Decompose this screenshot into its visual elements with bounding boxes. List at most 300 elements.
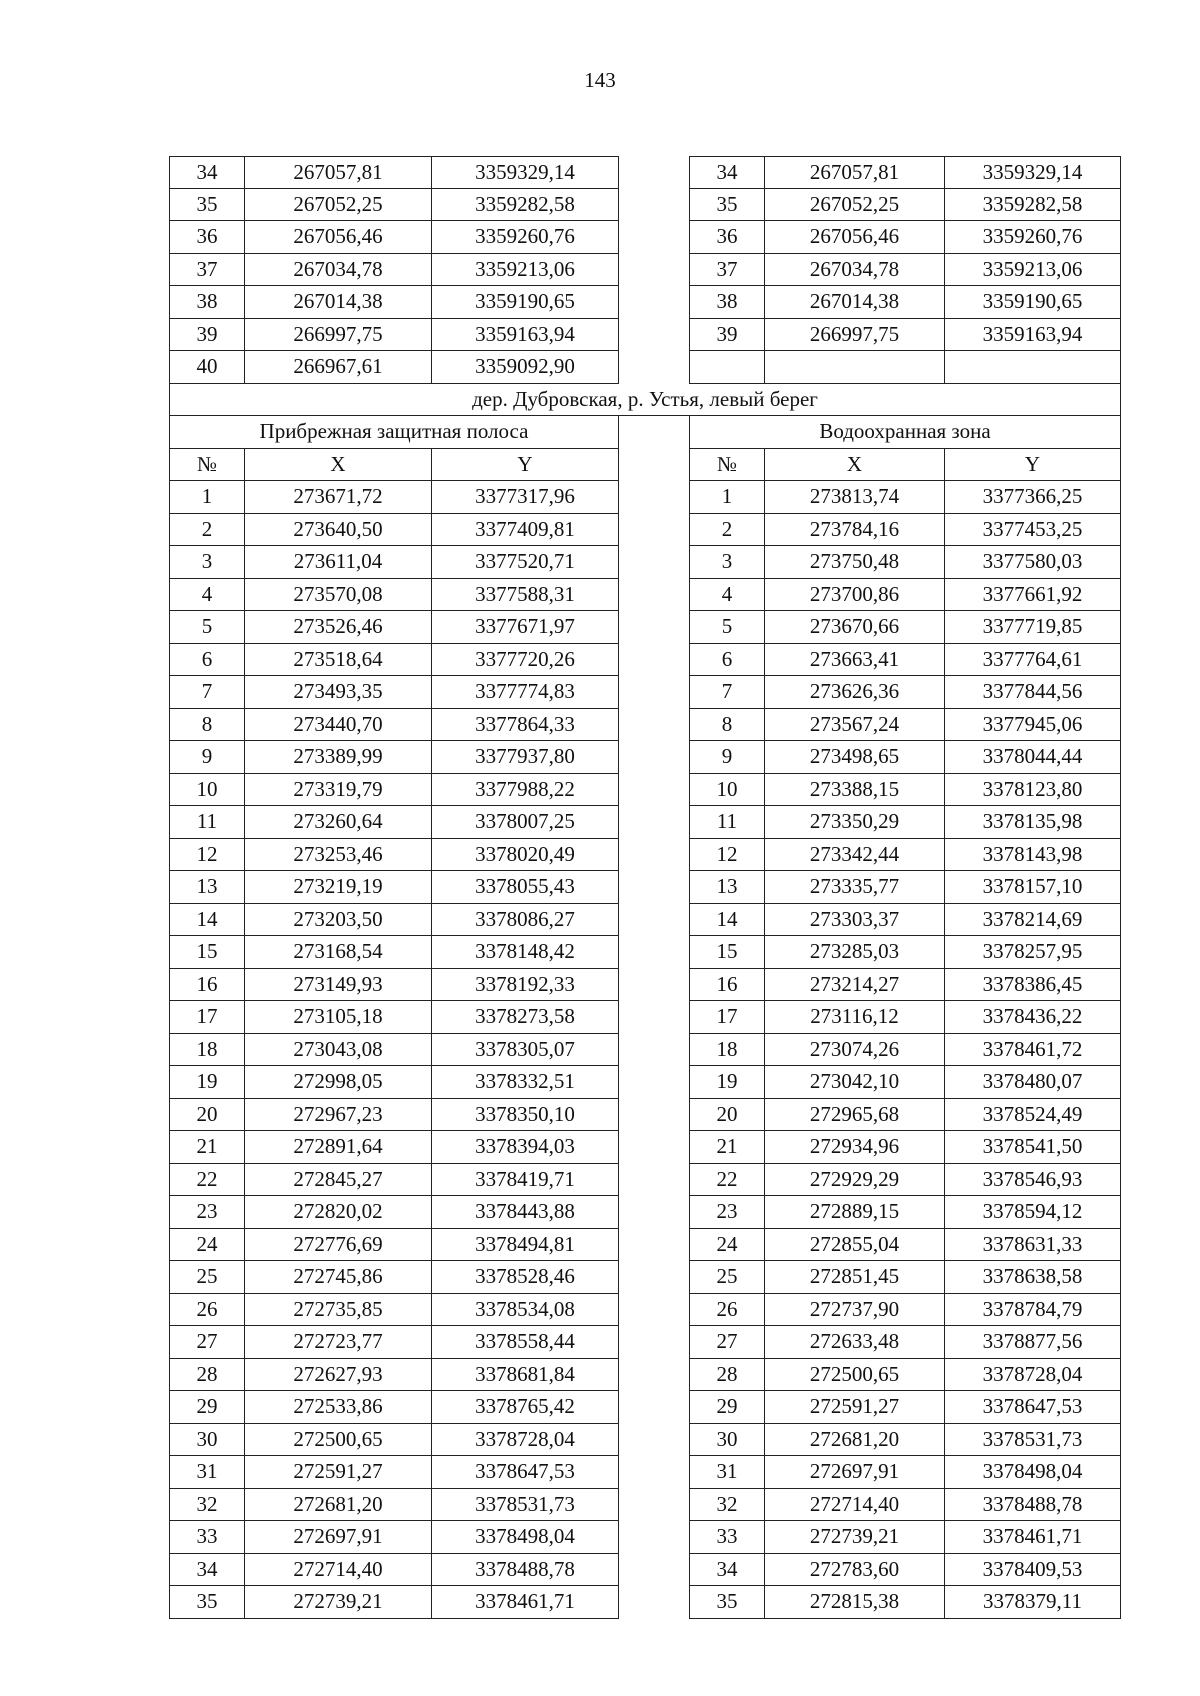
left-y-cell: 3378728,04 bbox=[431, 1424, 619, 1457]
section-title: дер. Дубровская, р. Устья, левый берег bbox=[169, 384, 1121, 417]
coordinates-table bbox=[169, 156, 1121, 1619]
left-number-cell: 12 bbox=[169, 839, 244, 872]
table-row bbox=[169, 189, 1121, 222]
left-y-cell: 3378461,71 bbox=[431, 1586, 619, 1619]
right-y-cell: 3378257,95 bbox=[944, 936, 1121, 969]
right-y-cell: Y bbox=[944, 449, 1121, 482]
right-x-cell: 273214,27 bbox=[764, 969, 944, 1002]
right-x-cell: 273663,41 bbox=[764, 644, 944, 677]
table-row bbox=[169, 156, 1121, 189]
left-y-cell: 3378192,33 bbox=[431, 969, 619, 1002]
right-y-cell: 3378524,49 bbox=[944, 1099, 1121, 1132]
right-number-cell: 11 bbox=[689, 806, 764, 839]
right-number-cell: № bbox=[689, 449, 764, 482]
right-x-cell: 272697,91 bbox=[764, 1456, 944, 1489]
right-number-cell: 37 bbox=[689, 254, 764, 287]
table-row bbox=[169, 221, 1121, 254]
left-y-cell: 3378007,25 bbox=[431, 806, 619, 839]
left-number-cell: 25 bbox=[169, 1261, 244, 1294]
page-number: 143 bbox=[584, 68, 616, 92]
right-x-cell: X bbox=[764, 449, 944, 482]
table-row bbox=[169, 351, 1121, 384]
right-number-cell: 30 bbox=[689, 1424, 764, 1457]
left-number-cell: 14 bbox=[169, 904, 244, 937]
left-y-cell: 3377774,83 bbox=[431, 676, 619, 709]
left-y-cell: 3359190,65 bbox=[431, 286, 619, 319]
right-number-cell: 25 bbox=[689, 1261, 764, 1294]
left-x-cell: 273640,50 bbox=[244, 514, 431, 547]
table-row bbox=[169, 644, 1121, 677]
left-number-cell: 24 bbox=[169, 1229, 244, 1262]
table-row bbox=[169, 1196, 1121, 1229]
right-number-cell: 2 bbox=[689, 514, 764, 547]
left-y-cell: 3378765,42 bbox=[431, 1391, 619, 1424]
left-x-cell: 267034,78 bbox=[244, 254, 431, 287]
left-x-cell: 273168,54 bbox=[244, 936, 431, 969]
left-number-cell: 17 bbox=[169, 1001, 244, 1034]
left-y-cell: 3377520,71 bbox=[431, 546, 619, 579]
right-x-cell: 273116,12 bbox=[764, 1001, 944, 1034]
table-row bbox=[169, 1586, 1121, 1619]
table-row bbox=[169, 1391, 1121, 1424]
left-y-cell: 3377988,22 bbox=[431, 774, 619, 807]
right-y-cell: 3359282,58 bbox=[944, 189, 1121, 222]
left-x-cell: 273389,99 bbox=[244, 741, 431, 774]
left-number-cell: 8 bbox=[169, 709, 244, 742]
right-number-cell: 22 bbox=[689, 1164, 764, 1197]
left-x-cell: 272739,21 bbox=[244, 1586, 431, 1619]
right-number-cell: 29 bbox=[689, 1391, 764, 1424]
left-number-cell: 40 bbox=[169, 351, 244, 384]
right-number-cell: 4 bbox=[689, 579, 764, 612]
left-y-cell: Y bbox=[431, 449, 619, 482]
table-row bbox=[169, 1456, 1121, 1489]
right-number-cell: 28 bbox=[689, 1359, 764, 1392]
table-row bbox=[169, 1164, 1121, 1197]
right-x-cell: 272815,38 bbox=[764, 1586, 944, 1619]
right-x-cell: 272739,21 bbox=[764, 1521, 944, 1554]
right-x-cell: 273074,26 bbox=[764, 1034, 944, 1067]
left-number-cell: 26 bbox=[169, 1294, 244, 1327]
right-x-cell: 272714,40 bbox=[764, 1489, 944, 1522]
right-number-cell: 19 bbox=[689, 1066, 764, 1099]
right-number-cell: 21 bbox=[689, 1131, 764, 1164]
right-number-cell: 5 bbox=[689, 611, 764, 644]
left-x-cell: 272820,02 bbox=[244, 1196, 431, 1229]
right-x-cell: 273626,36 bbox=[764, 676, 944, 709]
left-x-cell: 272533,86 bbox=[244, 1391, 431, 1424]
left-x-cell: 272723,77 bbox=[244, 1326, 431, 1359]
left-y-cell: 3378148,42 bbox=[431, 936, 619, 969]
left-y-cell: 3378443,88 bbox=[431, 1196, 619, 1229]
right-number-cell: 26 bbox=[689, 1294, 764, 1327]
left-number-cell: 16 bbox=[169, 969, 244, 1002]
right-y-cell: 3377453,25 bbox=[944, 514, 1121, 547]
right-number-cell: 12 bbox=[689, 839, 764, 872]
table-row bbox=[169, 904, 1121, 937]
left-y-cell: 3359163,94 bbox=[431, 319, 619, 352]
right-x-cell: 273700,86 bbox=[764, 579, 944, 612]
table-row bbox=[169, 709, 1121, 742]
table-row bbox=[169, 676, 1121, 709]
left-x-cell: 273570,08 bbox=[244, 579, 431, 612]
right-y-cell: 3378386,45 bbox=[944, 969, 1121, 1002]
table-row bbox=[169, 871, 1121, 904]
right-x-cell: 273342,44 bbox=[764, 839, 944, 872]
table-row bbox=[169, 1261, 1121, 1294]
left-x-cell: 272697,91 bbox=[244, 1521, 431, 1554]
left-number-cell: 13 bbox=[169, 871, 244, 904]
table-row bbox=[169, 1521, 1121, 1554]
right-number-cell: 24 bbox=[689, 1229, 764, 1262]
table-row bbox=[169, 579, 1121, 612]
right-number-cell bbox=[689, 351, 764, 384]
left-x-cell: 266997,75 bbox=[244, 319, 431, 352]
left-y-cell: 3378394,03 bbox=[431, 1131, 619, 1164]
right-x-cell: 273567,24 bbox=[764, 709, 944, 742]
left-y-cell: 3378494,81 bbox=[431, 1229, 619, 1262]
table-row bbox=[169, 741, 1121, 774]
left-number-cell: 38 bbox=[169, 286, 244, 319]
right-x-cell: 266997,75 bbox=[764, 319, 944, 352]
right-x-cell: 273350,29 bbox=[764, 806, 944, 839]
right-number-cell: 1 bbox=[689, 481, 764, 514]
right-x-cell: 273670,66 bbox=[764, 611, 944, 644]
right-x-cell: 267057,81 bbox=[764, 156, 944, 189]
right-y-cell: 3378546,93 bbox=[944, 1164, 1121, 1197]
right-table-title: Водоохранная зона bbox=[689, 416, 1121, 449]
left-x-cell: 267014,38 bbox=[244, 286, 431, 319]
right-x-cell bbox=[764, 351, 944, 384]
table-row bbox=[169, 1034, 1121, 1067]
left-x-cell: 273203,50 bbox=[244, 904, 431, 937]
left-x-cell: 267057,81 bbox=[244, 156, 431, 189]
right-y-cell: 3378461,71 bbox=[944, 1521, 1121, 1554]
right-number-cell: 27 bbox=[689, 1326, 764, 1359]
right-y-cell: 3378436,22 bbox=[944, 1001, 1121, 1034]
right-number-cell: 39 bbox=[689, 319, 764, 352]
right-x-cell: 273303,37 bbox=[764, 904, 944, 937]
left-y-cell: 3378273,58 bbox=[431, 1001, 619, 1034]
left-x-cell: 273526,46 bbox=[244, 611, 431, 644]
right-x-cell: 272889,15 bbox=[764, 1196, 944, 1229]
table-row bbox=[169, 1424, 1121, 1457]
left-number-cell: 30 bbox=[169, 1424, 244, 1457]
left-y-cell: 3378419,71 bbox=[431, 1164, 619, 1197]
right-number-cell: 7 bbox=[689, 676, 764, 709]
left-number-cell: 32 bbox=[169, 1489, 244, 1522]
right-y-cell: 3378728,04 bbox=[944, 1359, 1121, 1392]
right-number-cell: 8 bbox=[689, 709, 764, 742]
left-x-cell: 273105,18 bbox=[244, 1001, 431, 1034]
right-x-cell: 273498,65 bbox=[764, 741, 944, 774]
right-y-cell: 3377945,06 bbox=[944, 709, 1121, 742]
left-x-cell: 272591,27 bbox=[244, 1456, 431, 1489]
left-number-cell: № bbox=[169, 449, 244, 482]
left-x-cell: 272500,65 bbox=[244, 1424, 431, 1457]
left-y-cell: 3378534,08 bbox=[431, 1294, 619, 1327]
right-x-cell: 267056,46 bbox=[764, 221, 944, 254]
left-number-cell: 37 bbox=[169, 254, 244, 287]
right-y-cell: 3378647,53 bbox=[944, 1391, 1121, 1424]
left-number-cell: 10 bbox=[169, 774, 244, 807]
left-x-cell: 273493,35 bbox=[244, 676, 431, 709]
left-y-cell: 3359282,58 bbox=[431, 189, 619, 222]
left-number-cell: 6 bbox=[169, 644, 244, 677]
left-y-cell: 3378350,10 bbox=[431, 1099, 619, 1132]
left-number-cell: 3 bbox=[169, 546, 244, 579]
left-y-cell: 3359329,14 bbox=[431, 156, 619, 189]
left-y-cell: 3378488,78 bbox=[431, 1554, 619, 1587]
table-row bbox=[169, 319, 1121, 352]
left-x-cell: 267056,46 bbox=[244, 221, 431, 254]
right-number-cell: 38 bbox=[689, 286, 764, 319]
table-row bbox=[169, 611, 1121, 644]
left-y-cell: 3359213,06 bbox=[431, 254, 619, 287]
left-number-cell: 34 bbox=[169, 156, 244, 189]
right-y-cell: 3378379,11 bbox=[944, 1586, 1121, 1619]
table-row bbox=[169, 1131, 1121, 1164]
right-x-cell: 273388,15 bbox=[764, 774, 944, 807]
left-number-cell: 1 bbox=[169, 481, 244, 514]
right-y-cell: 3359329,14 bbox=[944, 156, 1121, 189]
right-y-cell: 3378214,69 bbox=[944, 904, 1121, 937]
header-row bbox=[169, 449, 1121, 482]
left-x-cell: 272745,86 bbox=[244, 1261, 431, 1294]
table-row bbox=[169, 1229, 1121, 1262]
right-x-cell: 272965,68 bbox=[764, 1099, 944, 1132]
table-row bbox=[169, 774, 1121, 807]
right-y-cell: 3378631,33 bbox=[944, 1229, 1121, 1262]
left-y-cell: 3378531,73 bbox=[431, 1489, 619, 1522]
right-number-cell: 34 bbox=[689, 1554, 764, 1587]
left-number-cell: 31 bbox=[169, 1456, 244, 1489]
left-number-cell: 2 bbox=[169, 514, 244, 547]
left-y-cell: 3378086,27 bbox=[431, 904, 619, 937]
left-y-cell: 3359260,76 bbox=[431, 221, 619, 254]
left-y-cell: 3378498,04 bbox=[431, 1521, 619, 1554]
left-x-cell: 273319,79 bbox=[244, 774, 431, 807]
left-x-cell: 273253,46 bbox=[244, 839, 431, 872]
right-y-cell: 3377764,61 bbox=[944, 644, 1121, 677]
left-x-cell: 273043,08 bbox=[244, 1034, 431, 1067]
right-x-cell: 267052,25 bbox=[764, 189, 944, 222]
right-x-cell: 272737,90 bbox=[764, 1294, 944, 1327]
right-y-cell: 3378461,72 bbox=[944, 1034, 1121, 1067]
right-x-cell: 273813,74 bbox=[764, 481, 944, 514]
right-y-cell: 3359163,94 bbox=[944, 319, 1121, 352]
right-x-cell: 272500,65 bbox=[764, 1359, 944, 1392]
left-x-cell: 273611,04 bbox=[244, 546, 431, 579]
table-row bbox=[169, 1554, 1121, 1587]
left-number-cell: 34 bbox=[169, 1554, 244, 1587]
left-x-cell: 273219,19 bbox=[244, 871, 431, 904]
left-number-cell: 4 bbox=[169, 579, 244, 612]
left-number-cell: 20 bbox=[169, 1099, 244, 1132]
left-y-cell: 3378055,43 bbox=[431, 871, 619, 904]
left-number-cell: 35 bbox=[169, 1586, 244, 1619]
left-number-cell: 39 bbox=[169, 319, 244, 352]
right-y-cell: 3378877,56 bbox=[944, 1326, 1121, 1359]
left-number-cell: 33 bbox=[169, 1521, 244, 1554]
left-x-cell: 272967,23 bbox=[244, 1099, 431, 1132]
right-y-cell: 3378594,12 bbox=[944, 1196, 1121, 1229]
table-row bbox=[169, 254, 1121, 287]
left-y-cell: 3378305,07 bbox=[431, 1034, 619, 1067]
right-x-cell: 267014,38 bbox=[764, 286, 944, 319]
right-x-cell: 273335,77 bbox=[764, 871, 944, 904]
table-row bbox=[169, 1294, 1121, 1327]
right-y-cell: 3378541,50 bbox=[944, 1131, 1121, 1164]
table-row bbox=[169, 839, 1121, 872]
right-x-cell: 273042,10 bbox=[764, 1066, 944, 1099]
right-number-cell: 20 bbox=[689, 1099, 764, 1132]
right-y-cell: 3359190,65 bbox=[944, 286, 1121, 319]
right-number-cell: 32 bbox=[689, 1489, 764, 1522]
right-x-cell: 272633,48 bbox=[764, 1326, 944, 1359]
left-y-cell: 3377864,33 bbox=[431, 709, 619, 742]
right-x-cell: 272934,96 bbox=[764, 1131, 944, 1164]
left-x-cell: 272681,20 bbox=[244, 1489, 431, 1522]
left-table-title: Прибрежная защитная полоса bbox=[169, 416, 619, 449]
right-x-cell: 272591,27 bbox=[764, 1391, 944, 1424]
left-number-cell: 11 bbox=[169, 806, 244, 839]
table-row bbox=[169, 1066, 1121, 1099]
left-y-cell: 3377317,96 bbox=[431, 481, 619, 514]
table-row bbox=[169, 546, 1121, 579]
table-row bbox=[169, 936, 1121, 969]
right-x-cell: 273784,16 bbox=[764, 514, 944, 547]
left-x-cell: 272998,05 bbox=[244, 1066, 431, 1099]
right-x-cell: 267034,78 bbox=[764, 254, 944, 287]
left-number-cell: 9 bbox=[169, 741, 244, 774]
left-number-cell: 29 bbox=[169, 1391, 244, 1424]
table-row bbox=[169, 806, 1121, 839]
right-y-cell: 3378498,04 bbox=[944, 1456, 1121, 1489]
left-number-cell: 19 bbox=[169, 1066, 244, 1099]
right-y-cell: 3378409,53 bbox=[944, 1554, 1121, 1587]
left-number-cell: 27 bbox=[169, 1326, 244, 1359]
left-y-cell: 3378528,46 bbox=[431, 1261, 619, 1294]
left-number-cell: 28 bbox=[169, 1359, 244, 1392]
right-number-cell: 15 bbox=[689, 936, 764, 969]
right-y-cell: 3378488,78 bbox=[944, 1489, 1121, 1522]
right-x-cell: 272851,45 bbox=[764, 1261, 944, 1294]
right-y-cell bbox=[944, 351, 1121, 384]
right-y-cell: 3378638,58 bbox=[944, 1261, 1121, 1294]
right-y-cell: 3378531,73 bbox=[944, 1424, 1121, 1457]
left-number-cell: 22 bbox=[169, 1164, 244, 1197]
left-y-cell: 3377720,26 bbox=[431, 644, 619, 677]
left-y-cell: 3359092,90 bbox=[431, 351, 619, 384]
left-x-cell: 272891,64 bbox=[244, 1131, 431, 1164]
left-y-cell: 3377671,97 bbox=[431, 611, 619, 644]
right-y-cell: 3378480,07 bbox=[944, 1066, 1121, 1099]
left-number-cell: 21 bbox=[169, 1131, 244, 1164]
right-number-cell: 14 bbox=[689, 904, 764, 937]
left-number-cell: 15 bbox=[169, 936, 244, 969]
right-number-cell: 34 bbox=[689, 156, 764, 189]
left-number-cell: 7 bbox=[169, 676, 244, 709]
right-number-cell: 23 bbox=[689, 1196, 764, 1229]
left-y-cell: 3377588,31 bbox=[431, 579, 619, 612]
table-row bbox=[169, 1326, 1121, 1359]
table-row bbox=[169, 1359, 1121, 1392]
table-row bbox=[169, 481, 1121, 514]
table-row bbox=[169, 1099, 1121, 1132]
left-y-cell: 3378020,49 bbox=[431, 839, 619, 872]
right-x-cell: 272929,29 bbox=[764, 1164, 944, 1197]
left-x-cell: 272845,27 bbox=[244, 1164, 431, 1197]
right-y-cell: 3377366,25 bbox=[944, 481, 1121, 514]
left-x-cell: 272735,85 bbox=[244, 1294, 431, 1327]
left-x-cell: 273518,64 bbox=[244, 644, 431, 677]
left-y-cell: 3378332,51 bbox=[431, 1066, 619, 1099]
right-y-cell: 3378143,98 bbox=[944, 839, 1121, 872]
left-x-cell: 266967,61 bbox=[244, 351, 431, 384]
left-y-cell: 3378558,44 bbox=[431, 1326, 619, 1359]
left-x-cell: 272627,93 bbox=[244, 1359, 431, 1392]
table-row bbox=[169, 286, 1121, 319]
right-y-cell: 3359213,06 bbox=[944, 254, 1121, 287]
right-y-cell: 3378784,79 bbox=[944, 1294, 1121, 1327]
right-y-cell: 3378123,80 bbox=[944, 774, 1121, 807]
table-row bbox=[169, 1001, 1121, 1034]
left-y-cell: 3377409,81 bbox=[431, 514, 619, 547]
left-x-cell: 273260,64 bbox=[244, 806, 431, 839]
right-y-cell: 3359260,76 bbox=[944, 221, 1121, 254]
left-y-cell: 3377937,80 bbox=[431, 741, 619, 774]
right-number-cell: 36 bbox=[689, 221, 764, 254]
right-number-cell: 18 bbox=[689, 1034, 764, 1067]
right-y-cell: 3377844,56 bbox=[944, 676, 1121, 709]
left-number-cell: 5 bbox=[169, 611, 244, 644]
right-number-cell: 16 bbox=[689, 969, 764, 1002]
left-x-cell: X bbox=[244, 449, 431, 482]
left-number-cell: 36 bbox=[169, 221, 244, 254]
left-y-cell: 3378681,84 bbox=[431, 1359, 619, 1392]
left-x-cell: 273440,70 bbox=[244, 709, 431, 742]
right-number-cell: 13 bbox=[689, 871, 764, 904]
right-number-cell: 17 bbox=[689, 1001, 764, 1034]
left-x-cell: 267052,25 bbox=[244, 189, 431, 222]
table-row bbox=[169, 1489, 1121, 1522]
right-x-cell: 273285,03 bbox=[764, 936, 944, 969]
right-x-cell: 272855,04 bbox=[764, 1229, 944, 1262]
right-number-cell: 6 bbox=[689, 644, 764, 677]
left-number-cell: 23 bbox=[169, 1196, 244, 1229]
table-row bbox=[169, 969, 1121, 1002]
right-y-cell: 3377580,03 bbox=[944, 546, 1121, 579]
right-x-cell: 273750,48 bbox=[764, 546, 944, 579]
left-x-cell: 273149,93 bbox=[244, 969, 431, 1002]
left-y-cell: 3378647,53 bbox=[431, 1456, 619, 1489]
right-number-cell: 35 bbox=[689, 1586, 764, 1619]
left-x-cell: 272714,40 bbox=[244, 1554, 431, 1587]
right-y-cell: 3377719,85 bbox=[944, 611, 1121, 644]
right-y-cell: 3378044,44 bbox=[944, 741, 1121, 774]
right-number-cell: 3 bbox=[689, 546, 764, 579]
right-y-cell: 3378157,10 bbox=[944, 871, 1121, 904]
left-x-cell: 273671,72 bbox=[244, 481, 431, 514]
left-number-cell: 18 bbox=[169, 1034, 244, 1067]
right-y-cell: 3378135,98 bbox=[944, 806, 1121, 839]
left-x-cell: 272776,69 bbox=[244, 1229, 431, 1262]
right-number-cell: 31 bbox=[689, 1456, 764, 1489]
right-x-cell: 272681,20 bbox=[764, 1424, 944, 1457]
right-number-cell: 33 bbox=[689, 1521, 764, 1554]
table-row bbox=[169, 514, 1121, 547]
